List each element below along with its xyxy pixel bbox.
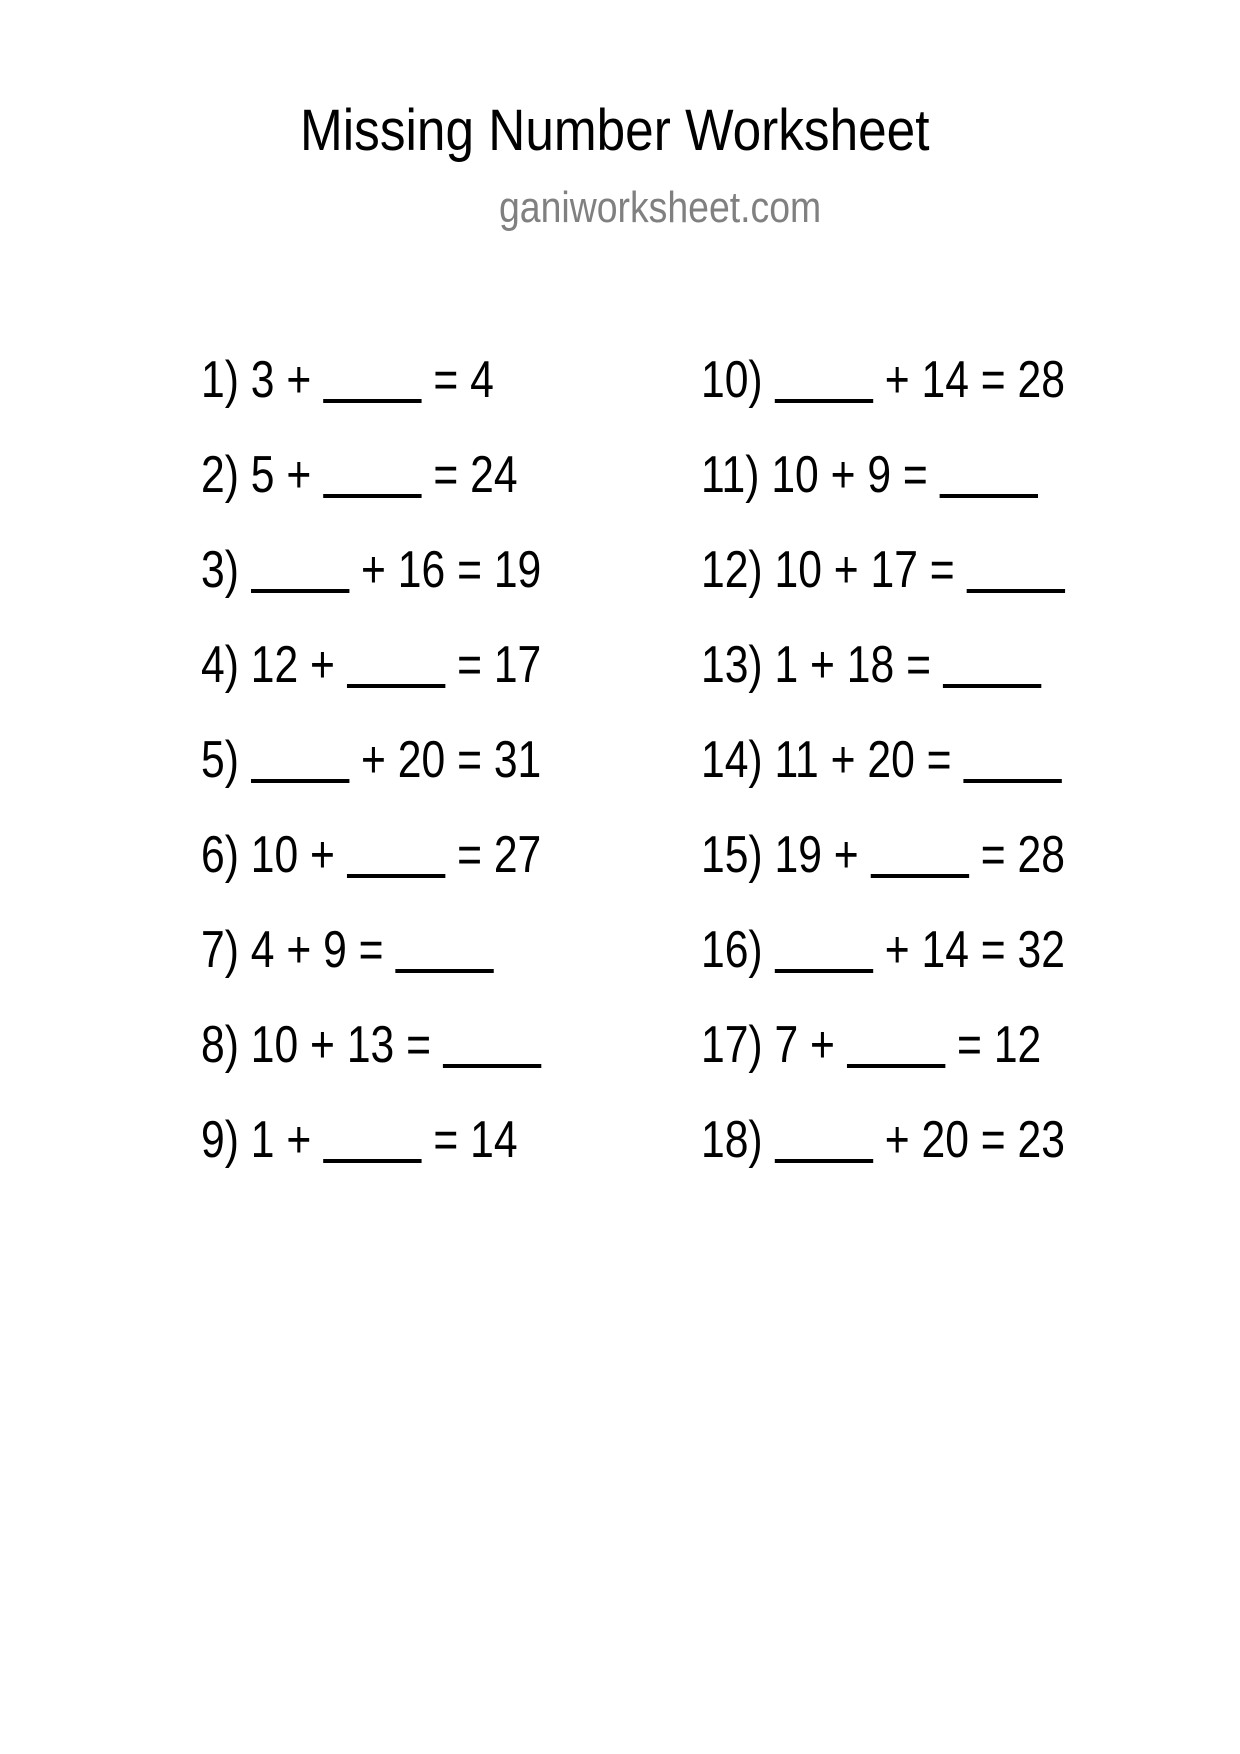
- problem-row: [201, 1015, 616, 1075]
- problem-row: [201, 540, 616, 600]
- operand: 1: [774, 636, 799, 694]
- answer-blank[interactable]: [967, 585, 1065, 593]
- operand: 4: [250, 921, 275, 979]
- problem-equation: [201, 1015, 541, 1075]
- problem-number: 16): [701, 921, 763, 979]
- problem-equation: [701, 540, 1065, 600]
- plus-operator: +: [833, 826, 859, 884]
- answer-blank[interactable]: [943, 680, 1041, 688]
- answer-blank[interactable]: [963, 775, 1061, 783]
- problem-number: 9): [201, 1111, 239, 1169]
- plus-operator: +: [286, 446, 312, 504]
- plus-operator: +: [830, 731, 856, 789]
- problem-row: [201, 730, 616, 790]
- operand: 7: [774, 1016, 799, 1074]
- problem-equation: [701, 1015, 1041, 1075]
- problem-row: [201, 920, 558, 980]
- problem-row: [201, 350, 558, 410]
- site-subtitle-text: ganiworksheet.com: [499, 183, 822, 232]
- equals-operator: =: [980, 826, 1006, 884]
- problem-equation: [201, 350, 494, 410]
- operand: 11: [774, 731, 819, 789]
- operand: 28: [1017, 351, 1065, 409]
- problem-equation: [201, 920, 494, 980]
- problem-equation: [201, 825, 541, 885]
- equals-operator: =: [406, 1016, 432, 1074]
- site-subtitle: [499, 181, 878, 235]
- operand: 12: [250, 636, 299, 694]
- equals-operator: =: [457, 731, 482, 789]
- problem-number: 6): [201, 826, 239, 884]
- answer-blank[interactable]: [251, 585, 349, 593]
- operand: 1: [250, 1111, 275, 1169]
- operand: 23: [1017, 1111, 1065, 1169]
- problem-number: 7): [201, 921, 239, 979]
- problem-equation: [701, 445, 1038, 505]
- plus-operator: +: [884, 921, 910, 979]
- problem-equation: [701, 1110, 1065, 1170]
- problem-number: 1): [201, 351, 239, 409]
- problem-equation: [701, 825, 1065, 885]
- operand: 10: [774, 541, 822, 599]
- operand: 19: [493, 541, 542, 599]
- equals-operator: =: [358, 921, 384, 979]
- problem-row: [701, 730, 1141, 790]
- plus-operator: +: [830, 446, 856, 504]
- problem-equation: [701, 920, 1065, 980]
- problem-equation: [201, 635, 541, 695]
- answer-blank[interactable]: [940, 490, 1038, 498]
- operand: 9: [323, 921, 347, 979]
- page-title-text: Missing Number Worksheet: [300, 98, 930, 163]
- problem-number: 11): [701, 446, 760, 504]
- problem-equation: [201, 445, 518, 505]
- operand: 17: [493, 636, 542, 694]
- problem-row: [701, 540, 1145, 600]
- operand: 16: [397, 541, 446, 599]
- problem-number: 5): [201, 731, 239, 789]
- problem-number: 2): [201, 446, 239, 504]
- problem-number: 13): [701, 636, 763, 694]
- problem-equation: [201, 730, 541, 790]
- problem-number: 8): [201, 1016, 239, 1074]
- equals-operator: =: [980, 351, 1006, 409]
- plus-operator: +: [810, 1016, 835, 1074]
- plus-operator: +: [286, 921, 312, 979]
- plus-operator: +: [310, 1016, 335, 1074]
- operand: 20: [867, 731, 915, 789]
- answer-blank[interactable]: [847, 1060, 945, 1068]
- plus-operator: +: [810, 636, 835, 694]
- problem-number: 4): [201, 636, 239, 694]
- answer-blank[interactable]: [347, 680, 445, 688]
- plus-operator: +: [361, 731, 386, 789]
- problem-row: [701, 825, 1145, 885]
- operand: 27: [493, 826, 542, 884]
- answer-blank[interactable]: [774, 965, 872, 973]
- answer-blank[interactable]: [871, 870, 969, 878]
- operand: 28: [1017, 826, 1065, 884]
- equals-operator: =: [902, 446, 928, 504]
- plus-operator: +: [361, 541, 386, 599]
- plus-operator: +: [884, 1111, 910, 1169]
- equals-operator: =: [433, 351, 459, 409]
- answer-blank[interactable]: [323, 490, 421, 498]
- page-title: [300, 96, 1011, 166]
- equals-operator: =: [906, 636, 931, 694]
- answer-blank[interactable]: [774, 1155, 872, 1163]
- operand: 32: [1017, 921, 1065, 979]
- operand: 14: [470, 1111, 518, 1169]
- problem-row: [701, 1015, 1116, 1075]
- equals-operator: =: [980, 1111, 1006, 1169]
- operand: 13: [346, 1016, 395, 1074]
- equals-operator: =: [980, 921, 1006, 979]
- problem-number: 3): [201, 541, 239, 599]
- problem-row: [201, 825, 616, 885]
- problem-number: 15): [701, 826, 763, 884]
- problem-row: [701, 445, 1112, 505]
- problem-number: 12): [701, 541, 763, 599]
- equals-operator: =: [433, 1111, 459, 1169]
- plus-operator: +: [286, 351, 312, 409]
- problem-number: 10): [701, 351, 763, 409]
- problem-equation: [201, 540, 541, 600]
- answer-blank[interactable]: [251, 775, 349, 783]
- operand: 10: [250, 826, 299, 884]
- equals-operator: =: [957, 1016, 982, 1074]
- operand: 20: [921, 1111, 969, 1169]
- plus-operator: +: [884, 351, 910, 409]
- problem-number: 18): [701, 1111, 763, 1169]
- operand: 5: [250, 446, 275, 504]
- problem-row: [701, 920, 1145, 980]
- operand: 4: [470, 351, 494, 409]
- operand: 14: [921, 351, 969, 409]
- operand: 31: [493, 731, 542, 789]
- answer-blank[interactable]: [443, 1060, 541, 1068]
- operand: 20: [397, 731, 446, 789]
- answer-blank[interactable]: [323, 395, 421, 403]
- equals-operator: =: [926, 731, 952, 789]
- equals-operator: =: [457, 636, 482, 694]
- answer-blank[interactable]: [395, 965, 493, 973]
- operand: 10: [771, 446, 819, 504]
- operand: 19: [774, 826, 822, 884]
- problem-equation: [201, 1110, 518, 1170]
- problem-number: 14): [701, 731, 763, 789]
- equals-operator: =: [457, 826, 482, 884]
- problem-row: [201, 1110, 587, 1170]
- problem-row: [701, 1110, 1145, 1170]
- operand: 17: [870, 541, 918, 599]
- equals-operator: =: [929, 541, 955, 599]
- operand: 9: [867, 446, 892, 504]
- problem-equation: [701, 350, 1065, 410]
- equals-operator: =: [433, 446, 459, 504]
- operand: 12: [993, 1016, 1042, 1074]
- answer-blank[interactable]: [774, 395, 872, 403]
- operand: 3: [250, 351, 275, 409]
- operand: 18: [846, 636, 895, 694]
- problem-row: [701, 635, 1116, 695]
- plus-operator: +: [833, 541, 859, 599]
- answer-blank[interactable]: [347, 870, 445, 878]
- problem-row: [201, 635, 616, 695]
- plus-operator: +: [310, 826, 335, 884]
- problem-number: 17): [701, 1016, 763, 1074]
- problem-row: [701, 350, 1145, 410]
- operand: 24: [470, 446, 518, 504]
- operand: 10: [250, 1016, 299, 1074]
- plus-operator: +: [286, 1111, 312, 1169]
- problem-equation: [701, 730, 1062, 790]
- operand: 14: [921, 921, 969, 979]
- plus-operator: +: [310, 636, 335, 694]
- answer-blank[interactable]: [323, 1155, 421, 1163]
- equals-operator: =: [457, 541, 482, 599]
- problem-row: [201, 445, 587, 505]
- problem-equation: [701, 635, 1041, 695]
